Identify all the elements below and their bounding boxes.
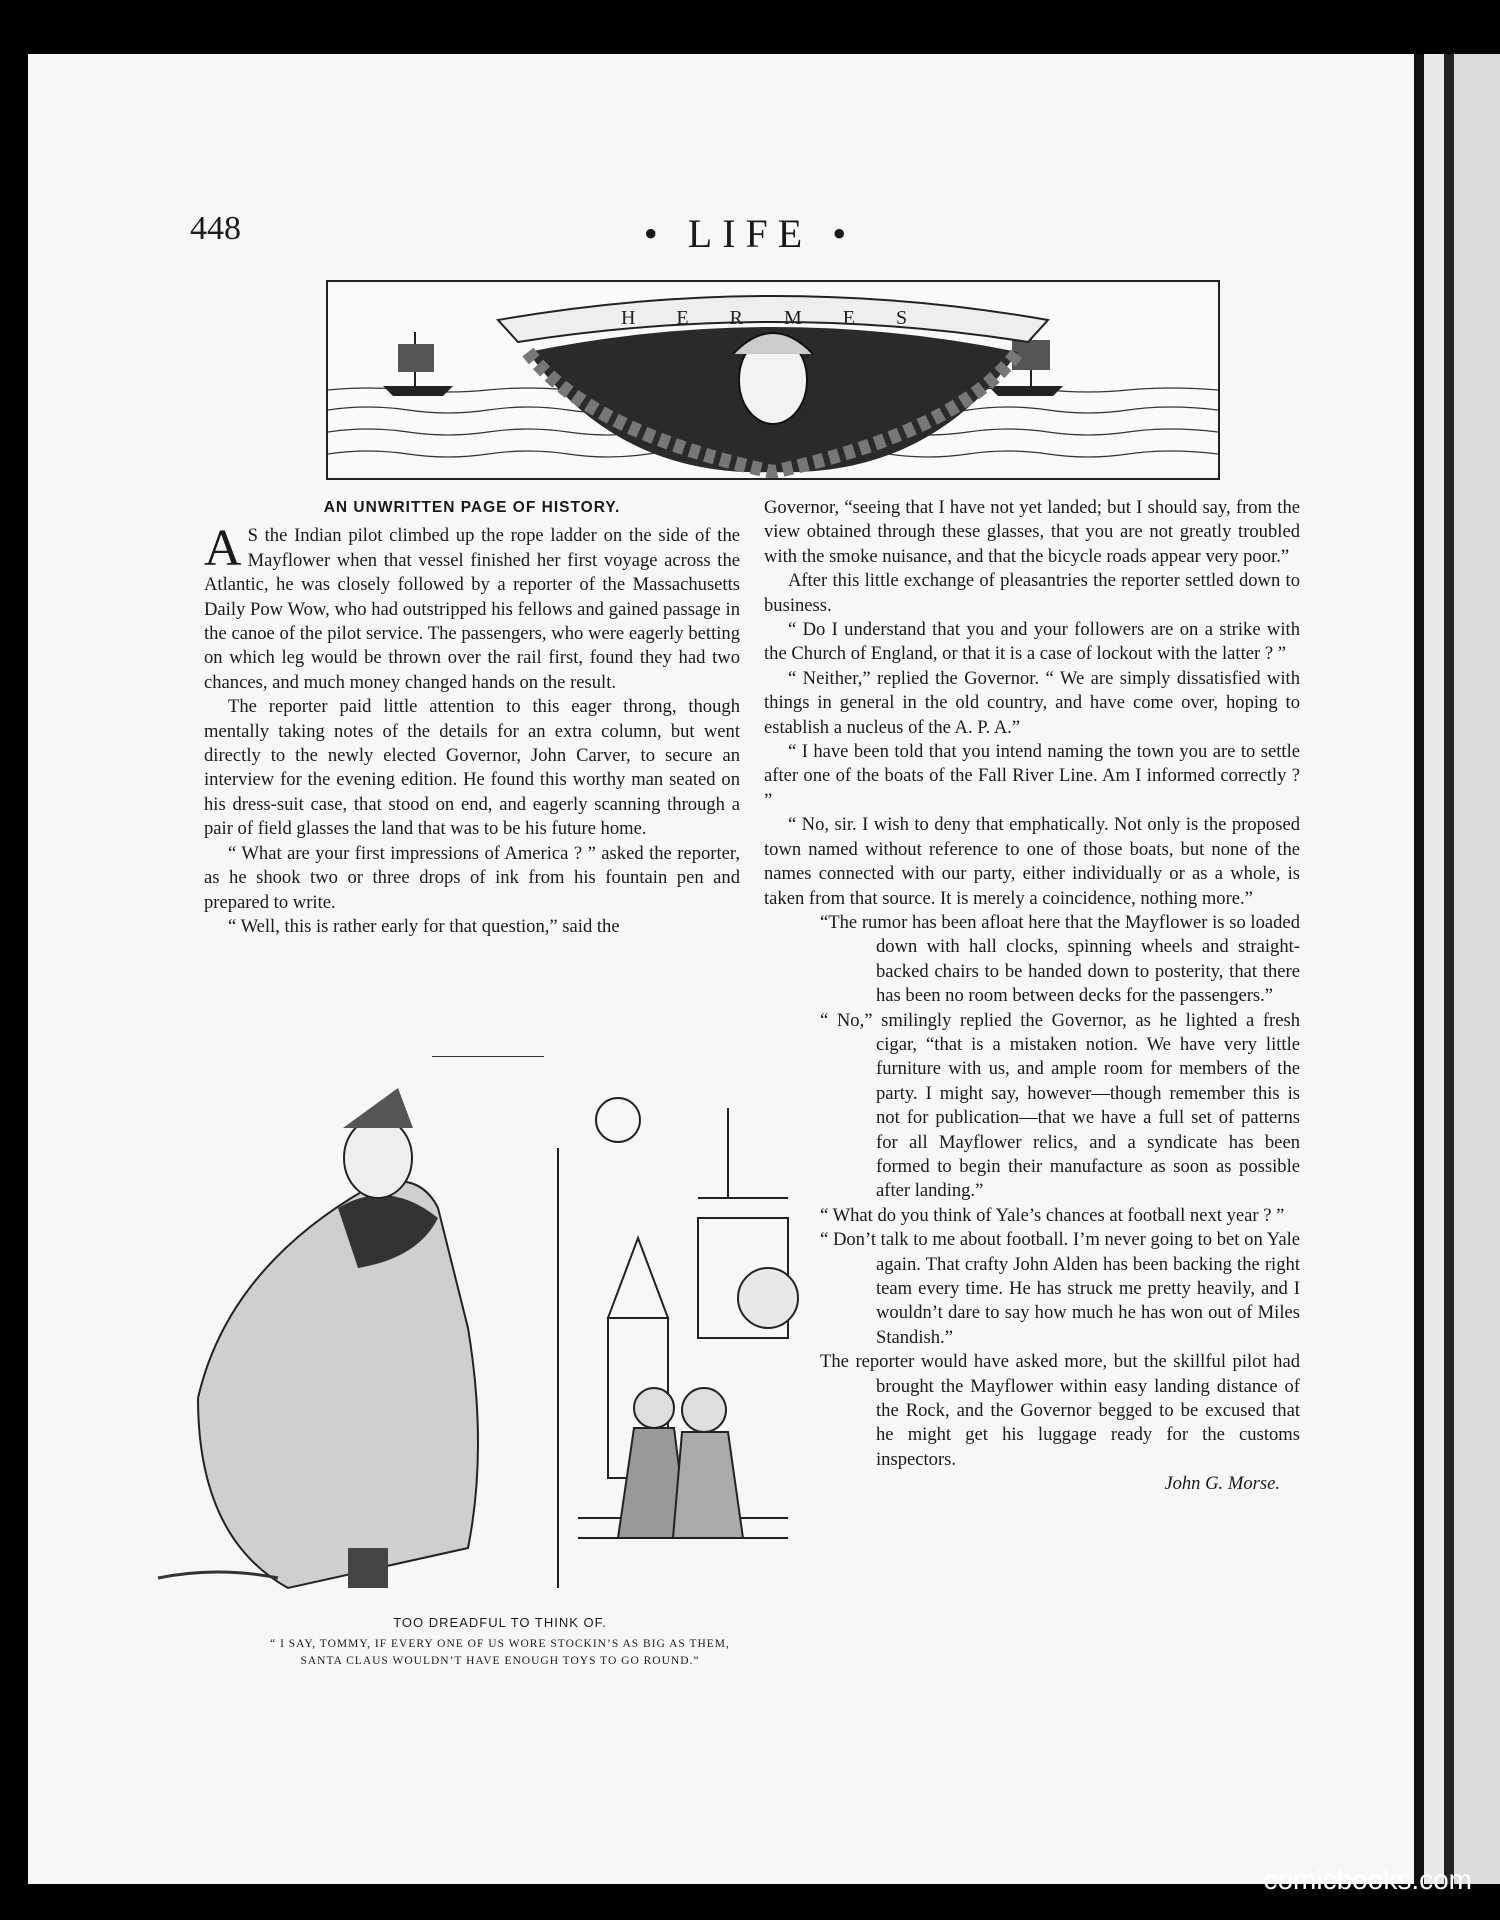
banner-inscription: H E R M E S [620,307,926,329]
article-paragraph: “The rumor has been afloat here that the Mayflower is so loaded down with hall clocks, spinning wheels and straight-backed chairs to be handed down to posterity, that there has been no room between decks for the passengers.” [820,911,1300,1007]
cartoon-caption-line: SANTA CLAUS WOULDN’T HAVE ENOUGH TOYS TO GO ROUND.” [300,1655,700,1667]
cartoon-illustration [138,1068,808,1608]
article-paragraph: “ What do you think of Yale’s chances at football next year ? ” [820,1204,1285,1226]
article-paragraph: “ What are your first impressions of America ? ” asked the reporter, as he shook two or three drops of ink from his fountain pen and prepared to write. [204,842,740,913]
article-paragraph: “ No,” smilingly replied the Governor, as he lighted a fresh cigar, “that is a mistaken notion. We have very little furniture with us, and ample room for members of the party. I might say, however—though remember this is not for publication—that we have a full set of patterns for all Mayflower relics, and a syndicate has been formed to begin their manufacture as soon as possible after landing.” [820,1009,1300,1202]
page-number: 448 [190,210,241,247]
article-paragraph: The reporter would have asked more, but the skillful pilot had brought the Mayflower within easy landing distance of the Rock, and the Governor begged to be excused that he might get his luggage ready for the customs inspectors. [820,1351,1300,1470]
article-paragraph: “ I have been told that you intend naming the town you are to settle after one of the boats of the Fall River Line. Am I informed correctly ? ” [764,741,1300,811]
article-paragraph: “ Well, this is rather early for that question,” said the [228,915,620,937]
hermes-banner-illustration [326,280,1220,480]
column-rule [432,1056,544,1057]
book-binding [1414,54,1500,1884]
article-paragraph: Governor, “seeing that I have not yet landed; but I should say, from the view obtained through these glasses, that you are not greatly troubled with the smoke nuisance, and that the bicycle roads appear very poor.” [764,497,1300,567]
masthead-title: • LIFE • [643,211,857,256]
article-paragraph: A S the Indian pilot climbed up the rope ladder on the side of the Mayflower when that vessel finished her first voyage across the Atlantic, he was closely followed by a reporter of the Massachusetts Daily Pow Wow, who had outstripped his fellows and gained passage in the canoe of the pilot service. The passengers, who were eagerly betting on which leg would be thrown over the rail first, found they had two chances, and much money changed hands on the result. [204,520,740,693]
article-paragraph: “ Do I understand that you and your followers are on a strike with the Church of England, or that it is a case of lockout with the latter ? ” [764,619,1300,665]
article-paragraph: After this little exchange of pleasantries the reporter settled down to business. [764,570,1300,616]
article-title: AN UNWRITTEN PAGE OF HISTORY. [323,499,621,516]
article-right-column [764,496,1300,1497]
article-paragraph: The reporter paid little attention to this eager throng, though mentally taking notes of the details for an extra column, but went directly to the newly elected Governor, John Carver, to secure an interview for the evening edition. He found this worthy man seated on his dress-suit case, that stood on end, and eagerly scanning through a pair of field glasses the land that was to be his future home. [204,696,740,840]
article-paragraph: “ Don’t talk to me about football. I’m never going to bet on Yale again. That crafty John Alden has been backing the right team every time. He has struck me pretty heavily, and I wouldn’t dare to say how much he has won out of Miles Standish.” [820,1229,1300,1348]
watermark: comicbooks.com [1263,1864,1472,1895]
article-left-column [204,496,740,939]
cartoon-caption-title: TOO DREADFUL TO THINK OF. [393,1615,607,1630]
author-signature: John G. Morse. [1164,1473,1280,1495]
article-paragraph: “ Neither,” replied the Governor. “ We are simply dissatisfied with things in general in the old country, and have come over, hoping to establish a nucleus of the A. P. A.” [764,667,1300,738]
article-paragraph: “ No, sir. I wish to deny that emphatically. Not only is the proposed town named without reference to one of those boats, but none of the names connected with our party, either individually or as a whole, is taken from that source. It is merely a coincidence, nothing more.” [764,814,1300,909]
drop-cap: A [204,520,242,578]
cartoon-caption-text [180,1636,820,1670]
cartoon-caption-line: “ I SAY, TOMMY, IF EVERY ONE OF US WORE STOCKIN’S AS BIG AS THEM, [270,1638,730,1650]
